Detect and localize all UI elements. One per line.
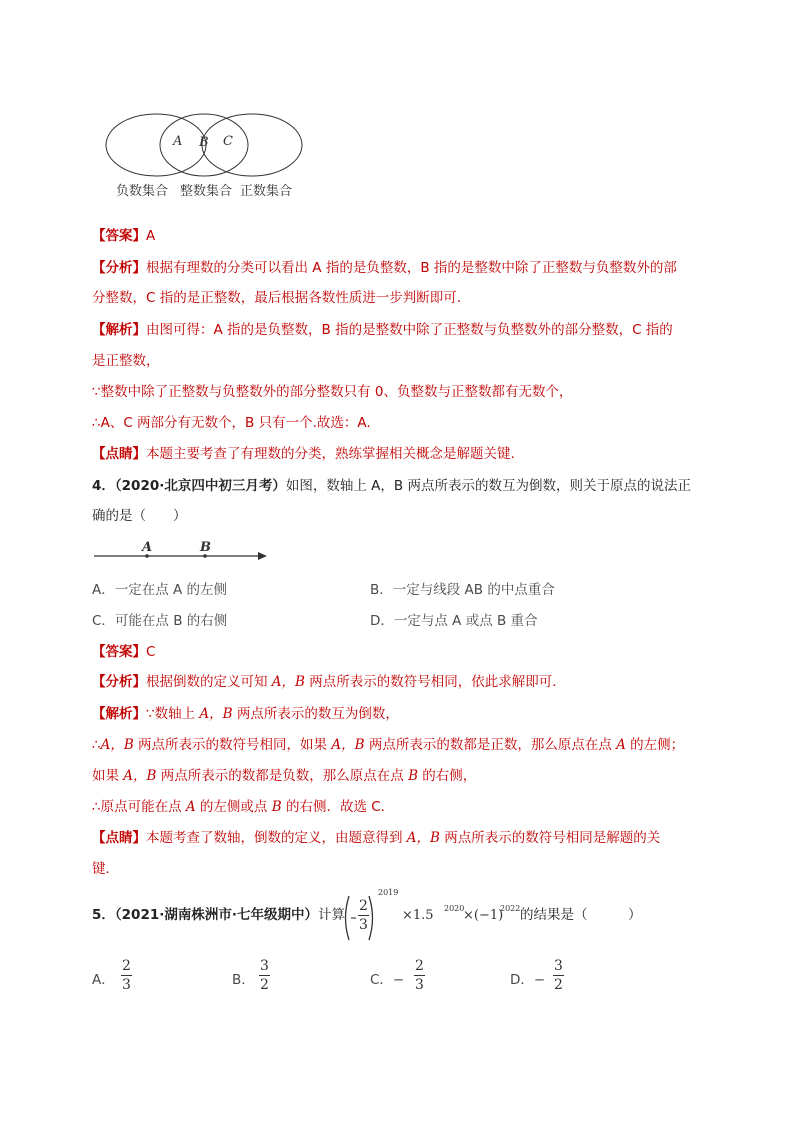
q4-solution-4-c: 的右侧．故选 C． (281, 799, 395, 815)
q4-solution-1-post: 两点所表示的数互为倒数， (232, 706, 399, 722)
q4-stem-line-1 (92, 476, 691, 496)
q5-option-b-den: 2 (260, 977, 269, 993)
q4-comment-line-1 (92, 828, 660, 848)
answer-tag: 【答案】 (92, 644, 146, 660)
venn-label-b: B (199, 135, 209, 150)
axis-label-a: A (142, 540, 153, 555)
q3-comment-text: 本题主要考查了有理数的分类，熟练掌握相关概念是解题关键. (146, 446, 515, 462)
q4-analysis-text-post: 两点所表示的数符号相同，依此求解即可． (304, 674, 566, 690)
answer-tag: 【答案】 (92, 228, 146, 244)
q5-frac-den: 3 (359, 917, 368, 933)
q5-stem-pre: 计算 (318, 907, 345, 923)
q3-solution-line-1 (92, 320, 673, 340)
q4-analysis-vars: A，B (271, 674, 305, 690)
q4-solution-4-var1: A (185, 799, 196, 815)
q4-stem-text-1: 如图，数轴上 A，B 两点所表示的数互为倒数，则关于原点的说法正 (285, 478, 691, 494)
q4-solution-4-a: ∴原点可能在点 (92, 799, 186, 815)
q5-times2: ×(−1) (463, 908, 504, 923)
q4-stem-line-2: 确的是（ ） (92, 508, 187, 524)
q4-solution-line-3 (92, 766, 476, 786)
q4-analysis-text-pre: 根据倒数的定义可知 (146, 674, 272, 690)
solution-tag: 【解析】 (92, 706, 146, 722)
q4-solution-2-var3: A (616, 737, 626, 753)
q4-solution-line-4 (92, 797, 394, 817)
number-line (92, 535, 268, 565)
q3-answer-line (92, 226, 155, 246)
analysis-tag: 【分析】 (92, 674, 146, 690)
q4-solution-4-var2: B (271, 799, 282, 815)
q3-analysis-line-1 (92, 258, 677, 278)
solution-tag: 【解析】 (92, 322, 146, 338)
q5-number: 5． (92, 907, 115, 923)
q4-solution-3-a: 如果 (92, 768, 124, 784)
q4-number: 4． (92, 478, 115, 494)
q5-option-d-den: 2 (554, 977, 563, 993)
q4-solution-2-c: 两点所表示的数都是正数，那么原点在点 (364, 737, 617, 753)
q3-solution-line-3: ∵整数中除了正整数与负整数外的部分整数只有 0、负整数与正整数都有无数个， (92, 384, 573, 400)
q5-times1: ×1.5 (402, 908, 434, 923)
q5-frac-num: 2 (359, 898, 368, 914)
venn-diagram (100, 108, 310, 208)
q4-answer: C (146, 644, 156, 660)
q4-option-a: A．一定在点 A 的左侧 (92, 582, 228, 598)
q4-analysis-line (92, 672, 566, 692)
q5-option-d-label: D．− (510, 972, 546, 988)
q5-option-a-num: 2 (122, 958, 131, 974)
positive-set-ellipse (202, 114, 302, 176)
analysis-tag: 【分析】 (92, 260, 146, 276)
q5-exp2: 2020 (444, 904, 465, 913)
negative-set-ellipse (106, 114, 206, 176)
q4-solution-3-b: 两点所表示的数都是负数，那么原点在点 (156, 768, 409, 784)
q4-solution-4-b: 的左侧或点 (195, 799, 272, 815)
q3-analysis-text-1: 根据有理数的分类可以看出 A 指的是负整数，B 指的是整数中除了正整数与负整数外的部 (146, 260, 677, 276)
q5-exp3: 2022 (500, 904, 521, 913)
q4-solution-1-vars: A，B (199, 706, 233, 722)
q5-option-b-fraction (259, 958, 270, 993)
q4-solution-2-a: ∴ (92, 737, 101, 753)
q4-solution-2-d: 的左侧； (625, 737, 685, 753)
venn-caption-integer: 整数集合 (180, 184, 233, 199)
q3-solution-line-2: 是正整数， (92, 353, 160, 369)
number-line-arrow (258, 552, 267, 560)
q5-option-d-fraction (553, 958, 564, 993)
q4-solution-3-c: 的右侧， (417, 768, 477, 784)
q4-comment-post: 两点所表示的数符号相同是解题的关 (439, 830, 661, 846)
q5-option-c-fraction (414, 958, 425, 993)
q5-option-a-den: 3 (122, 977, 131, 993)
q4-comment-pre: 本题考查了数轴，倒数的定义，由题意得到 (146, 830, 407, 846)
q4-solution-line-2 (92, 735, 684, 755)
venn-caption-positive: 正数集合 (240, 184, 293, 199)
q5-source: （2021·湖南株洲市·七年级期中） (114, 907, 318, 923)
q4-solution-2-vars1: A，B (100, 737, 134, 753)
q3-comment-line (92, 444, 515, 464)
axis-label-b: B (200, 540, 211, 555)
q5-fraction (358, 898, 369, 933)
q5-option-a-label: A． (92, 972, 115, 988)
q5-option-b-num: 3 (260, 958, 269, 974)
q4-solution-2-vars2: A，B (331, 737, 365, 753)
q4-comment-line-2: 键． (92, 861, 119, 877)
comment-tag: 【点睛】 (92, 446, 146, 462)
q5-option-c-den: 3 (415, 977, 424, 993)
q5-exp1: 2019 (378, 888, 399, 897)
q4-solution-1-pre: ∵数轴上 (146, 706, 200, 722)
q5-option-c-label: C．− (370, 972, 405, 988)
q5-option-b-label: B． (232, 972, 255, 988)
q5-option-d-num: 3 (554, 958, 563, 974)
q4-solution-2-b: 两点所表示的数符号相同，如果 (133, 737, 332, 753)
q4-option-b: B．一定与线段 AB 的中点重合 (370, 582, 555, 598)
q4-answer-line (92, 642, 155, 662)
q3-solution-text-1: 由图可得：A 指的是负整数，B 指的是整数中除了正整数与负整数外的部分整数，C 指的 (146, 322, 673, 338)
q4-comment-vars: A，B (406, 830, 440, 846)
venn-caption-negative: 负数集合 (116, 184, 169, 199)
venn-label-a: A (173, 134, 183, 149)
q5-option-a-fraction (121, 958, 132, 993)
q5-option-c-num: 2 (415, 958, 424, 974)
q4-source: （2020·北京四中初三月考） (114, 478, 286, 494)
q3-answer: A (146, 228, 156, 244)
q4-option-d: D．一定与点 A 或点 B 重合 (370, 613, 538, 629)
q4-solution-3-vars: A，B (123, 768, 157, 784)
venn-label-c: C (223, 134, 233, 149)
q4-option-c: C．可能在点 B 的右侧 (92, 613, 228, 629)
q4-solution-3-var: B (408, 768, 418, 784)
q5-stem-post: 的结果是（ ） (520, 907, 642, 923)
q3-solution-line-4: ∴A、C 两部分有无数个，B 只有一个.故选：A. (92, 415, 371, 431)
q4-solution-line-1 (92, 704, 399, 724)
q5-stem-label (92, 905, 345, 925)
q3-analysis-line-2: 分整数，C 指的是正整数，最后根据各数性质进一步判断即可. (92, 290, 462, 306)
comment-tag: 【点睛】 (92, 830, 146, 846)
